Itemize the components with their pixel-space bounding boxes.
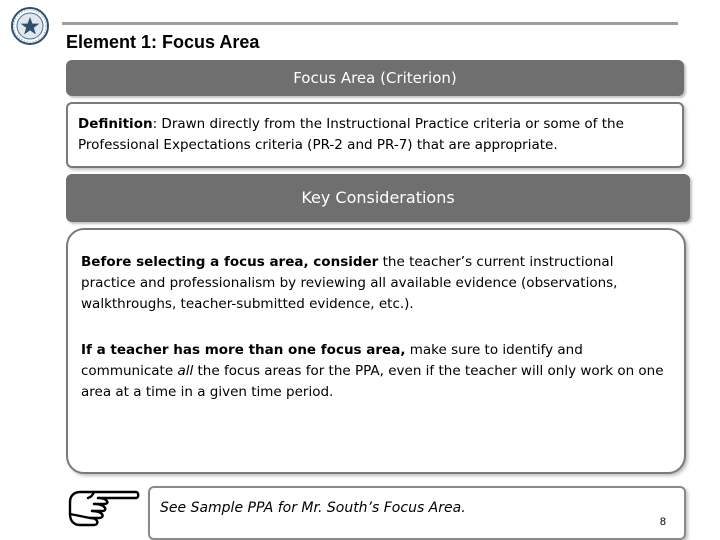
consideration-1-body: the teacher’s current instructional practice and professionalism by reviewing all available evidence (observations, walkthroughs, teacher-submitted evidence, etc.).: [81, 254, 618, 312]
sample-note-text: See Sample PPA for Mr. South’s Focus Area.: [160, 500, 466, 516]
state-seal-icon: [10, 6, 50, 46]
top-rule: [62, 22, 678, 25]
focus-area-header: Focus Area (Criterion): [66, 60, 684, 96]
definition-label: Definition: [78, 116, 153, 132]
consideration-paragraph-1: [81, 252, 672, 315]
pointing-hand-icon: [64, 486, 140, 530]
page-number: 8: [659, 516, 666, 528]
definition-text: [78, 114, 674, 156]
definition-body: : Drawn directly from the Instructional Practice criteria or some of the Professional Expectations criteria (PR-2 and PR-7) that are appropriate.: [78, 116, 624, 153]
key-considerations-box: [66, 228, 686, 474]
consideration-paragraph-2: [81, 340, 672, 403]
definition-box: [66, 102, 684, 168]
consideration-2-body: make sure to identify and communicate: [81, 342, 583, 379]
consideration-2-end: the focus areas for the PPA, even if the teacher will only work on one area at a time in a given time period.: [81, 363, 664, 400]
consideration-1-lead: Before selecting a focus area, consider: [81, 254, 379, 270]
slide-title: Element 1: Focus Area: [66, 32, 260, 52]
key-considerations-header: Key Considerations: [66, 174, 690, 222]
sample-note-box: [148, 486, 686, 540]
consideration-2-emphasis: all: [177, 363, 194, 379]
consideration-2-lead: If a teacher has more than one focus area,: [81, 342, 406, 358]
